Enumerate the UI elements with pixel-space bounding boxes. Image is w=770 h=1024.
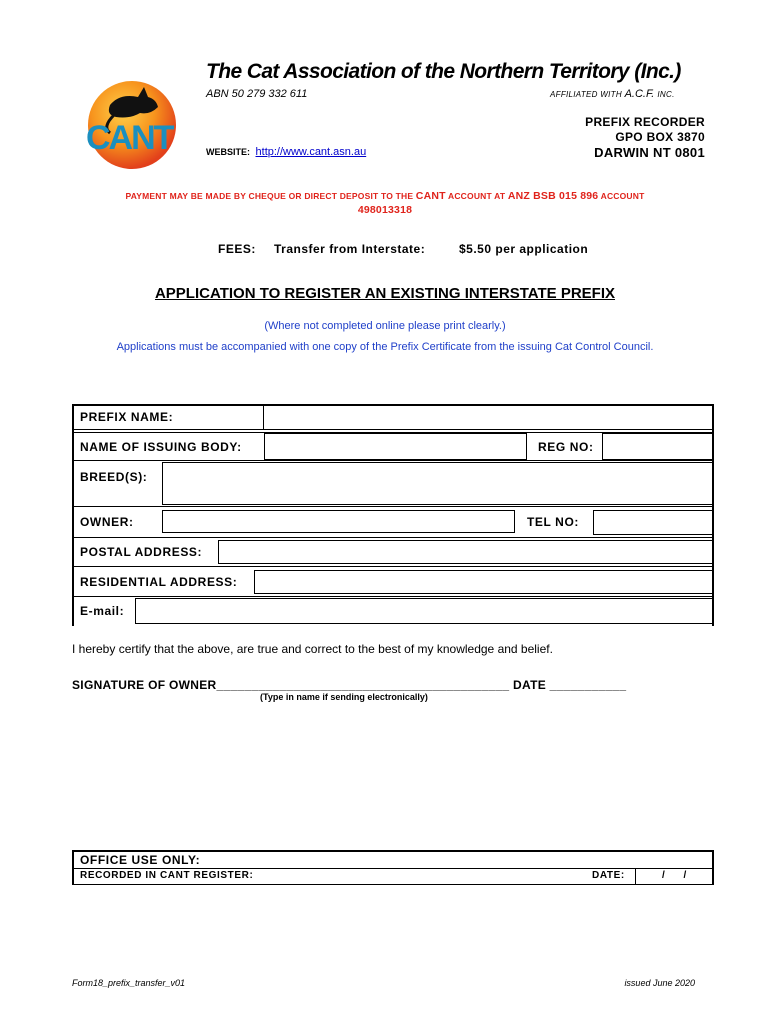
affiliation-prefix: AFFILIATED WITH bbox=[550, 90, 622, 99]
office-divider bbox=[72, 868, 714, 869]
office-bottom-border bbox=[72, 884, 714, 885]
breeds-field[interactable] bbox=[162, 462, 713, 505]
tel-no-field[interactable] bbox=[593, 510, 713, 535]
office-top-border bbox=[72, 850, 714, 852]
prefix-name-label: PREFIX NAME: bbox=[80, 410, 174, 424]
reg-no-label: REG NO: bbox=[538, 440, 594, 454]
office-date-field: / / bbox=[662, 870, 695, 881]
email-field[interactable] bbox=[135, 598, 713, 624]
postal-address-field[interactable] bbox=[218, 540, 713, 564]
form-id: Form18_prefix_transfer_v01 bbox=[72, 978, 186, 988]
website-link[interactable]: http://www.cant.asn.au bbox=[255, 146, 367, 158]
application-title: APPLICATION TO REGISTER AN EXISTING INTERSTATE PREFIX bbox=[154, 285, 616, 302]
note-print-clearly: (Where not completed online please print clearly.) bbox=[264, 320, 506, 332]
owner-field[interactable] bbox=[162, 510, 515, 533]
website bbox=[206, 146, 366, 158]
payment-account-number: 498013318 bbox=[357, 204, 413, 216]
certification-statement: I hereby certify that the above, are true and correct to the best of my knowledge and belief. bbox=[72, 642, 553, 656]
payment-account-at: ACCOUNT AT bbox=[448, 191, 506, 201]
fees-amount: $5.50 per application bbox=[459, 242, 589, 256]
issuing-body-label: NAME OF ISSUING BODY: bbox=[80, 440, 242, 454]
residential-address-label: RESIDENTIAL ADDRESS: bbox=[80, 575, 238, 589]
recorder-city: DARWIN NT 0801 bbox=[594, 145, 705, 160]
payment-bsb: ANZ BSB 015 896 bbox=[507, 190, 599, 202]
residential-address-field[interactable] bbox=[254, 570, 713, 594]
issue-date: issued June 2020 bbox=[624, 978, 695, 988]
postal-address-label: POSTAL ADDRESS: bbox=[80, 545, 203, 559]
reg-no-field[interactable] bbox=[602, 433, 713, 460]
prefix-name-field[interactable] bbox=[263, 405, 713, 430]
signature-note: (Type in name if sending electronically) bbox=[260, 692, 428, 702]
abn-number: ABN 50 279 332 611 bbox=[206, 88, 308, 100]
cant-logo bbox=[80, 75, 198, 175]
row-divider bbox=[72, 429, 714, 430]
issuing-body-field[interactable] bbox=[264, 433, 527, 460]
breeds-label: BREED(S): bbox=[80, 470, 148, 484]
recorder-title: PREFIX RECORDER bbox=[585, 115, 705, 129]
payment-notice bbox=[70, 189, 700, 217]
form-left-border bbox=[72, 404, 74, 626]
tel-no-label: TEL NO: bbox=[527, 515, 579, 529]
affiliation-org: A.C.F. bbox=[624, 88, 655, 100]
signature-line[interactable]: SIGNATURE OF OWNER__________________________________________ DATE ___________ bbox=[72, 678, 627, 692]
payment-cant: CANT bbox=[415, 190, 446, 202]
office-date-label: DATE: bbox=[592, 870, 625, 881]
recorder-address bbox=[585, 115, 705, 160]
fees-label: FEES: bbox=[218, 242, 256, 256]
owner-label: OWNER: bbox=[80, 515, 134, 529]
row-divider bbox=[72, 566, 714, 567]
affiliation bbox=[550, 88, 675, 100]
row-divider bbox=[72, 537, 714, 538]
office-use-title: OFFICE USE ONLY: bbox=[80, 853, 201, 867]
email-label: E-mail: bbox=[80, 604, 125, 618]
payment-account: ACCOUNT bbox=[600, 191, 645, 201]
office-date-divider bbox=[635, 868, 636, 884]
row-divider bbox=[72, 460, 714, 461]
logo-text: CANT bbox=[86, 119, 173, 157]
affiliation-suffix: INC. bbox=[657, 90, 675, 99]
recorder-box: GPO BOX 3870 bbox=[615, 130, 705, 144]
recorded-in-register: RECORDED IN CANT REGISTER: bbox=[80, 870, 254, 881]
payment-intro: PAYMENT MAY BE MADE BY CHEQUE OR DIRECT DEPOSIT TO THE bbox=[125, 191, 414, 201]
row-divider bbox=[72, 506, 714, 507]
organization-name: The Cat Association of the Northern Territory (Inc.) bbox=[206, 60, 681, 83]
note-certificate: Applications must be accompanied with one copy of the Prefix Certificate from the issuing Cat Control Council. bbox=[116, 341, 654, 353]
fees-transfer: Transfer from Interstate: bbox=[274, 242, 426, 256]
row-divider bbox=[72, 596, 714, 597]
website-label: WEBSITE: bbox=[206, 147, 250, 157]
